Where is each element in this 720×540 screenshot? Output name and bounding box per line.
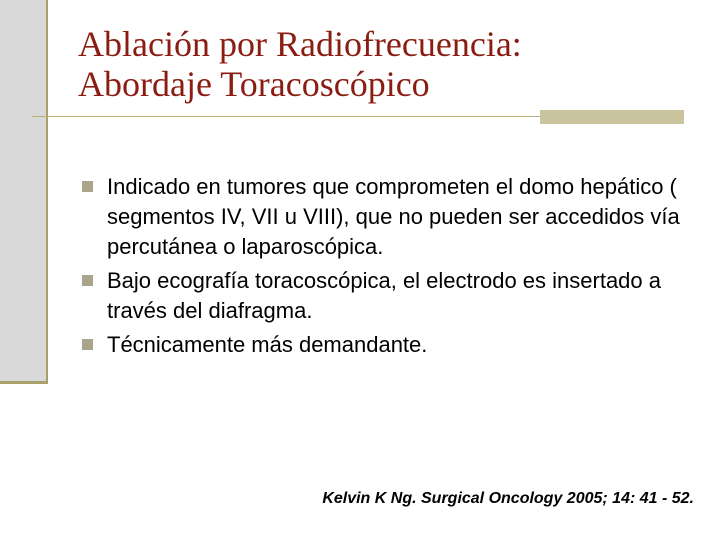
slide-title	[78, 24, 522, 104]
title-divider-accent-block	[540, 110, 684, 124]
bullet-text: Bajo ecografía toracoscópica, el electrodo es insertado a través del diafragma.	[107, 268, 661, 323]
slide-title-line-2: Abordaje Toracoscópico	[78, 64, 430, 104]
title-divider-line	[32, 116, 540, 117]
square-bullet-icon	[82, 181, 93, 192]
bullet-text: Indicado en tumores que comprometen el domo hepático ( segmentos IV, VII u VIII), que no pueden ser accedidos vía percutánea o laparoscópica.	[107, 174, 680, 259]
left-bar-edge	[46, 0, 48, 383]
citation: Kelvin K Ng. Surgical Oncology 2005; 14: 41 - 52.	[322, 490, 694, 507]
left-bar-base-line	[0, 381, 48, 384]
bullet-item	[82, 266, 682, 326]
slide-title-line-1: Ablación por Radiofrecuencia:	[78, 24, 522, 64]
bullet-item	[82, 330, 682, 360]
left-decorative-bar	[0, 0, 46, 383]
square-bullet-icon	[82, 275, 93, 286]
square-bullet-icon	[82, 339, 93, 350]
bullet-text: Técnicamente más demandante.	[107, 332, 428, 357]
bullet-item	[82, 172, 682, 262]
bullet-list	[82, 172, 682, 364]
